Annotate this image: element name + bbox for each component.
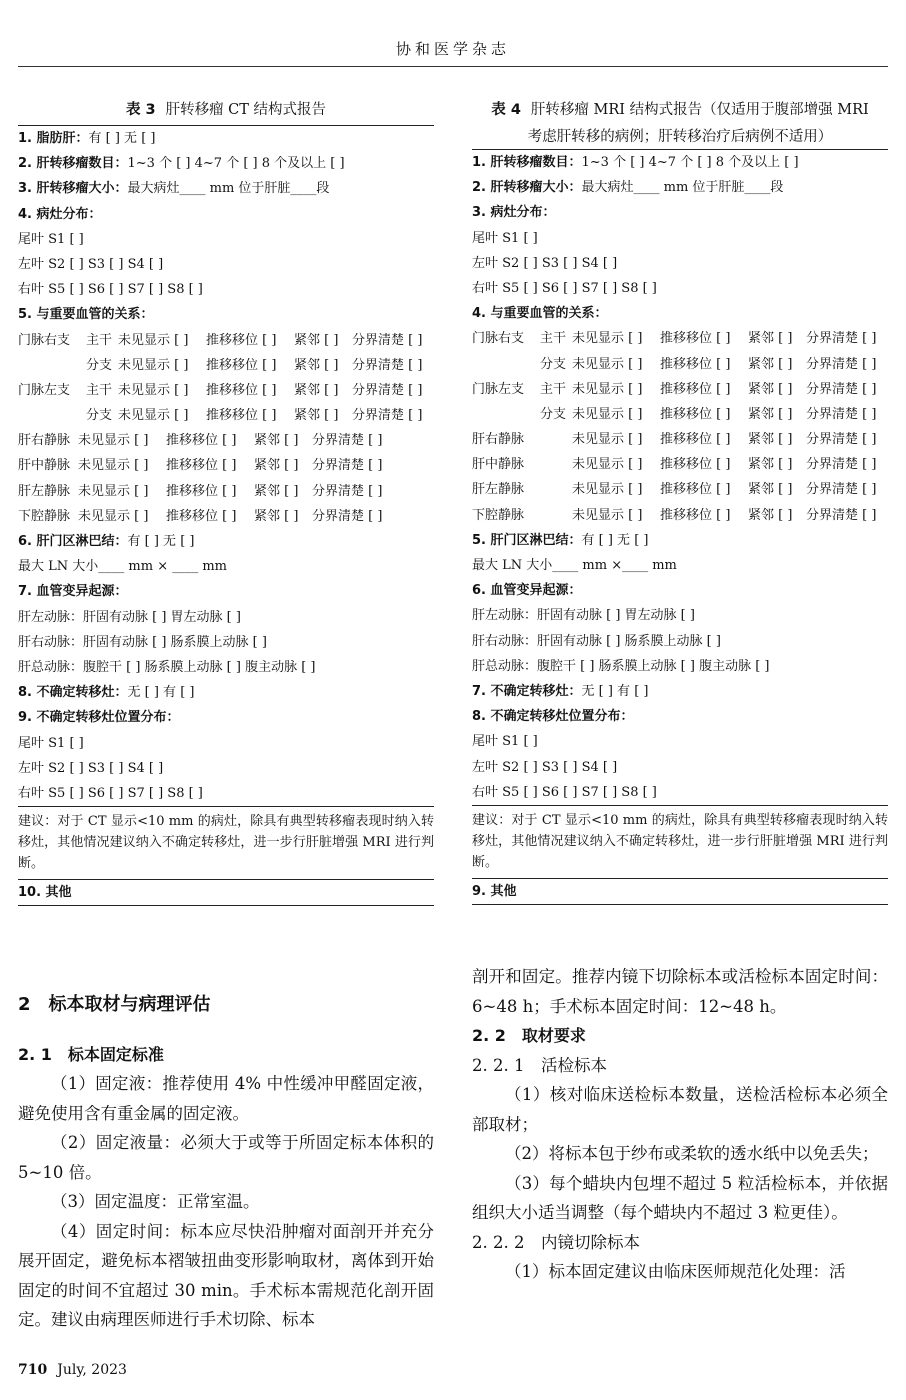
table-row — [472, 200, 888, 225]
table-row — [472, 629, 888, 654]
table-cell: 分界清楚 [ ] — [806, 406, 877, 422]
table-row — [18, 378, 434, 403]
table-cell: 推移移位 [ ] — [206, 357, 277, 373]
table-row — [18, 202, 434, 227]
row-text: 尾叶 S1 [ ] — [18, 735, 84, 751]
table-cell: 未见显示 [ ] — [118, 408, 189, 424]
table-row — [18, 680, 434, 705]
table-row — [472, 276, 888, 301]
table-cell: 紧邻 [ ] — [748, 482, 793, 498]
table-row — [472, 150, 888, 175]
table-cell: 分界清楚 [ ] — [806, 432, 877, 448]
row-heading: 8. 不确定转移灶： — [18, 685, 128, 701]
table-row — [472, 679, 888, 704]
table-cell: 肝右静脉 — [472, 432, 525, 448]
table-3-bottom-rule — [18, 905, 434, 906]
table-3-caption — [18, 96, 434, 125]
header-rule — [18, 66, 888, 67]
row-heading: 3. 病灶分布： — [472, 205, 556, 221]
table-row — [472, 528, 888, 553]
table-cell: 门脉右支 — [472, 331, 525, 347]
table-cell: 未见显示 [ ] — [572, 482, 643, 498]
table-cell: 分界清楚 [ ] — [352, 408, 423, 424]
table-row — [472, 175, 888, 200]
table-cell: 肝左静脉 — [18, 483, 71, 499]
table-cell: 分界清楚 [ ] — [806, 356, 877, 372]
table-cell: 门脉左支 — [472, 381, 525, 397]
table-row — [472, 226, 888, 251]
table-row — [18, 353, 434, 378]
table-cell: 未见显示 [ ] — [572, 406, 643, 422]
table-cell: 分界清楚 [ ] — [806, 381, 877, 397]
section-2-2-heading: 2. 2 取材要求 — [472, 1026, 586, 1045]
table-cell: 肝中静脉 — [472, 457, 525, 473]
table-cell — [540, 452, 572, 477]
table-cell: 分界清楚 [ ] — [352, 357, 423, 373]
table-cell: 肝左静脉 — [472, 482, 525, 498]
row-text: 尾叶 S1 [ ] — [472, 734, 538, 750]
table-row — [18, 479, 434, 504]
table-row — [472, 780, 888, 805]
table-3-title: 肝转移瘤 CT 结构式报告 — [165, 102, 327, 118]
table-cell: 推移移位 [ ] — [166, 458, 237, 474]
row-heading: 4. 与重要血管的关系： — [472, 306, 608, 322]
table-row — [18, 781, 434, 806]
row-text: 右叶 S5 [ ] S6 [ ] S7 [ ] S8 [ ] — [18, 785, 203, 801]
table-cell: 紧邻 [ ] — [294, 357, 339, 373]
table-row — [18, 529, 434, 554]
row-heading: 1. 肝转移瘤数目： — [472, 155, 582, 170]
section-2-2-2-heading: 2. 2. 2 内镜切除标本 — [472, 1232, 640, 1252]
table-cell: 推移移位 [ ] — [660, 406, 731, 422]
table-cell: 紧邻 [ ] — [748, 432, 793, 448]
row-text: 有 [ ] 无 [ ] — [88, 131, 156, 146]
table-cell — [18, 353, 86, 378]
table-row — [18, 605, 434, 630]
table-3-last-row: 10. 其他 — [18, 885, 72, 901]
paragraph: （4）固定时间：标本应尽快沿肿瘤对面剖开并充分展开固定，避免标本褶皱扭曲变形影响取材，离体到开始固定的时间不宜超过 30 min。手术标本需规范化剖开固定。建议由病理医师进行手术切除、标本 — [18, 1221, 434, 1329]
table-cell — [540, 477, 572, 502]
row-text: 肝总动脉：腹腔干 [ ] 肠系膜上动脉 [ ] 腹主动脉 [ ] — [472, 658, 770, 674]
table-3-rows — [18, 126, 434, 806]
table-cell: 分界清楚 [ ] — [806, 507, 877, 523]
table-cell — [472, 352, 540, 377]
table-cell: 紧邻 [ ] — [254, 433, 299, 449]
table-cell: 紧邻 [ ] — [294, 382, 339, 398]
table-cell: 分界清楚 [ ] — [806, 457, 877, 473]
table-cell: 门脉右支 — [18, 332, 71, 348]
table-cell: 推移移位 [ ] — [660, 331, 731, 347]
table-cell: 未见显示 [ ] — [78, 433, 149, 449]
table-row — [18, 504, 434, 529]
table-cell: 分界清楚 [ ] — [806, 482, 877, 498]
row-text: 最大 LN 大小____ mm ×____ mm — [472, 558, 677, 573]
table-4-last-row: 9. 其他 — [472, 883, 517, 899]
table-cell: 紧邻 [ ] — [748, 507, 793, 523]
row-heading: 1. 脂肪肝： — [18, 131, 89, 146]
section-2-1-heading: 2. 1 标本固定标准 — [18, 1044, 164, 1064]
table-cell: 紧邻 [ ] — [254, 508, 299, 524]
table-cell: 未见显示 [ ] — [118, 357, 189, 373]
row-text: 有 [ ] 无 [ ] — [127, 534, 195, 549]
section-2-heading: 2 标本取材与病理评估 — [18, 994, 211, 1015]
table-4-title-line1: 肝转移瘤 MRI 结构式报告（仅适用于腹部增强 MRI — [530, 102, 869, 118]
table-cell: 未见显示 [ ] — [572, 356, 643, 372]
table-cell: 未见显示 [ ] — [78, 458, 149, 474]
table-cell: 紧邻 [ ] — [254, 458, 299, 474]
table-cell: 未见显示 [ ] — [572, 432, 643, 448]
row-text: 左叶 S2 [ ] S3 [ ] S4 [ ] — [18, 256, 164, 272]
table-cell: 紧邻 [ ] — [748, 356, 793, 372]
table-cell: 主干 — [86, 332, 113, 348]
row-text: 右叶 S5 [ ] S6 [ ] S7 [ ] S8 [ ] — [472, 280, 657, 296]
section-2-2-1-heading: 2. 2. 1 活检标本 — [472, 1055, 607, 1075]
table-cell: 分界清楚 [ ] — [312, 458, 383, 474]
row-heading: 8. 不确定转移灶位置分布： — [472, 709, 634, 725]
row-heading: 5. 与重要血管的关系： — [18, 307, 154, 323]
table-cell: 分支 — [86, 357, 113, 373]
table-row — [18, 630, 434, 655]
row-heading: 2. 肝转移瘤大小： — [472, 180, 582, 196]
row-heading: 3. 肝转移瘤大小： — [18, 181, 128, 197]
table-cell: 分支 — [86, 408, 113, 424]
row-text: 最大病灶____ mm 位于肝脏____段 — [581, 180, 784, 196]
table-row — [18, 453, 434, 478]
row-text: 肝左动脉：肝固有动脉 [ ] 胃左动脉 [ ] — [18, 609, 241, 625]
table-cell — [18, 403, 86, 428]
table-cell: 下腔静脉 — [472, 507, 525, 523]
table-3 — [18, 96, 434, 906]
table-cell: 推移移位 [ ] — [660, 356, 731, 372]
table-cell — [540, 503, 572, 528]
table-row — [472, 578, 888, 603]
table-4-caption — [472, 96, 888, 125]
table-cell: 推移移位 [ ] — [206, 382, 277, 398]
table-row — [18, 277, 434, 302]
table-cell: 推移移位 [ ] — [660, 482, 731, 498]
row-text: 肝总动脉：腹腔干 [ ] 肠系膜上动脉 [ ] 腹主动脉 [ ] — [18, 659, 316, 675]
table-cell: 肝右静脉 — [18, 433, 71, 449]
table-row — [18, 151, 434, 176]
table-row — [472, 553, 888, 578]
table-cell: 紧邻 [ ] — [748, 331, 793, 347]
table-cell: 未见显示 [ ] — [78, 508, 149, 524]
table-row — [18, 403, 434, 428]
table-row — [472, 452, 888, 477]
table-row — [472, 477, 888, 502]
table-row — [472, 603, 888, 628]
table-cell: 紧邻 [ ] — [748, 457, 793, 473]
table-cell: 主干 — [540, 331, 567, 347]
table-row — [472, 352, 888, 377]
table-4-bottom-rule — [472, 904, 888, 905]
table-row — [472, 427, 888, 452]
table-3-label: 表 3 — [125, 102, 156, 118]
table-cell: 分界清楚 [ ] — [352, 382, 423, 398]
table-4 — [472, 96, 888, 905]
row-heading: 6. 血管变异起源： — [472, 583, 582, 599]
row-heading: 6. 肝门区淋巴结： — [18, 534, 128, 549]
table-row — [472, 251, 888, 276]
page-number: 710 — [18, 1362, 48, 1378]
row-text: 左叶 S2 [ ] S3 [ ] S4 [ ] — [472, 759, 618, 775]
table-cell: 推移移位 [ ] — [660, 507, 731, 523]
table-cell: 紧邻 [ ] — [294, 408, 339, 424]
table-4-title-line2: 考虑肝转移的病例；肝转移治疗后病例不适用） — [527, 129, 833, 145]
row-text: 1~3 个 [ ] 4~7 个 [ ] 8 个及以上 [ ] — [127, 156, 345, 172]
table-cell: 分支 — [540, 406, 567, 422]
row-heading: 2. 肝转移瘤数目： — [18, 156, 128, 172]
table-row — [472, 402, 888, 427]
table-3-note: 建议：对于 CT 显示<10 mm 的病灶，除具有典型转移瘤表现时纳入转移灶，其他情况建议纳入不确定转移灶，进一步行肝脏增强 MRI 进行判断。 — [18, 814, 434, 872]
table-row — [18, 579, 434, 604]
row-text: 左叶 S2 [ ] S3 [ ] S4 [ ] — [18, 760, 164, 776]
table-row — [18, 328, 434, 353]
table-cell: 推移移位 [ ] — [166, 433, 237, 449]
paragraph: （1）固定液：推荐使用 4% 中性缓冲甲醛固定液，避免使用含有重金属的固定液。 — [18, 1074, 434, 1123]
table-row — [18, 126, 434, 151]
table-cell: 主干 — [86, 382, 113, 398]
table-row — [18, 731, 434, 756]
row-text: 最大病灶____ mm 位于肝脏____段 — [127, 181, 330, 197]
row-text: 有 [ ] 无 [ ] — [581, 532, 649, 548]
paragraph: （2）固定液量：必须大于或等于所固定标本体积的 5~10 倍。 — [18, 1133, 434, 1182]
table-cell: 下腔静脉 — [18, 508, 71, 524]
body-right-column — [472, 962, 888, 1287]
issue-date: July, 2023 — [57, 1362, 127, 1378]
table-cell — [540, 427, 572, 452]
table-row — [472, 301, 888, 326]
table-row — [472, 704, 888, 729]
body-left-column — [18, 990, 434, 1335]
table-cell: 紧邻 [ ] — [254, 483, 299, 499]
table-cell: 未见显示 [ ] — [78, 483, 149, 499]
table-row — [18, 756, 434, 781]
row-text: 无 [ ] 有 [ ] — [581, 683, 649, 699]
running-head: 协和医学杂志 — [395, 40, 510, 58]
table-cell: 未见显示 [ ] — [118, 382, 189, 398]
paragraph: 剖开和固定。推荐内镜下切除标本或活检标本固定时间：6~48 h；手术标本固定时间：12~48 h。 — [472, 967, 888, 1016]
table-cell: 分界清楚 [ ] — [806, 331, 877, 347]
row-text: 肝左动脉：肝固有动脉 [ ] 胃左动脉 [ ] — [472, 608, 695, 624]
table-cell: 推移移位 [ ] — [660, 381, 731, 397]
table-row — [472, 377, 888, 402]
table-4-note: 建议：对于 CT 显示<10 mm 的病灶，除具有典型转移瘤表现时纳入转移灶，其他情况建议纳入不确定转移灶，进一步行肝脏增强 MRI 进行判断。 — [472, 812, 888, 870]
table-cell: 紧邻 [ ] — [748, 381, 793, 397]
table-row — [472, 755, 888, 780]
row-heading: 7. 不确定转移灶： — [472, 683, 582, 699]
row-text: 尾叶 S1 [ ] — [472, 230, 538, 246]
table-row — [472, 654, 888, 679]
table-cell: 分界清楚 [ ] — [312, 483, 383, 499]
table-cell: 未见显示 [ ] — [572, 331, 643, 347]
table-row — [18, 176, 434, 201]
table-cell: 推移移位 [ ] — [206, 408, 277, 424]
table-row — [472, 729, 888, 754]
row-text: 肝右动脉：肝固有动脉 [ ] 肠系膜上动脉 [ ] — [18, 634, 267, 650]
table-4-rows — [472, 150, 888, 805]
table-cell: 推移移位 [ ] — [166, 508, 237, 524]
table-cell: 分界清楚 [ ] — [312, 433, 383, 449]
table-cell: 分支 — [540, 356, 567, 372]
table-cell — [472, 402, 540, 427]
table-4-label: 表 4 — [491, 102, 521, 118]
table-row — [18, 227, 434, 252]
table-cell: 紧邻 [ ] — [294, 332, 339, 348]
row-text: 最大 LN 大小____ mm × ____ mm — [18, 559, 228, 575]
table-cell: 推移移位 [ ] — [660, 457, 731, 473]
row-text: 1~3 个 [ ] 4~7 个 [ ] 8 个及以上 [ ] — [581, 155, 799, 170]
row-heading: 5. 肝门区淋巴结： — [472, 532, 582, 548]
row-text: 肝右动脉：肝固有动脉 [ ] 肠系膜上动脉 [ ] — [472, 633, 721, 649]
paragraph: （3）固定温度：正常室温。 — [51, 1192, 260, 1211]
page-footer — [18, 1362, 127, 1378]
table-cell: 分界清楚 [ ] — [352, 332, 423, 348]
table-cell: 未见显示 [ ] — [572, 507, 643, 523]
paragraph: （1）标本固定建议由临床医师规范化处理：活 — [505, 1262, 846, 1281]
row-heading: 4. 病灶分布： — [18, 206, 102, 222]
table-row — [18, 705, 434, 730]
row-text: 尾叶 S1 [ ] — [18, 231, 84, 247]
row-text: 无 [ ] 有 [ ] — [127, 685, 195, 701]
table-row — [472, 503, 888, 528]
table-cell: 门脉左支 — [18, 382, 71, 398]
row-heading: 7. 血管变异起源： — [18, 584, 128, 600]
row-heading: 9. 不确定转移灶位置分布： — [18, 710, 180, 726]
table-cell: 肝中静脉 — [18, 458, 71, 474]
table-row — [18, 252, 434, 277]
table-row — [18, 428, 434, 453]
paragraph: （2）将标本包于纱布或柔软的透水纸中以免丢失； — [505, 1144, 879, 1163]
table-row — [18, 554, 434, 579]
table-cell: 紧邻 [ ] — [748, 406, 793, 422]
table-cell: 未见显示 [ ] — [572, 381, 643, 397]
paragraph: （3）每个蜡块内包埋不超过 5 粒活检标本，并依据组织大小适当调整（每个蜡块内不超过 3 粒更佳）。 — [472, 1173, 888, 1222]
table-cell: 未见显示 [ ] — [118, 332, 189, 348]
table-cell: 推移移位 [ ] — [206, 332, 277, 348]
table-cell: 分界清楚 [ ] — [312, 508, 383, 524]
table-row — [18, 655, 434, 680]
row-text: 右叶 S5 [ ] S6 [ ] S7 [ ] S8 [ ] — [18, 282, 203, 298]
row-text: 左叶 S2 [ ] S3 [ ] S4 [ ] — [472, 255, 618, 271]
table-cell: 推移移位 [ ] — [166, 483, 237, 499]
row-text: 右叶 S5 [ ] S6 [ ] S7 [ ] S8 [ ] — [472, 784, 657, 800]
table-cell: 未见显示 [ ] — [572, 457, 643, 473]
table-row — [18, 302, 434, 327]
paragraph: （1）核对临床送检标本数量，送检活检标本必须全部取材； — [472, 1085, 888, 1134]
table-cell: 推移移位 [ ] — [660, 432, 731, 448]
table-cell: 主干 — [540, 381, 567, 397]
table-row — [472, 326, 888, 351]
